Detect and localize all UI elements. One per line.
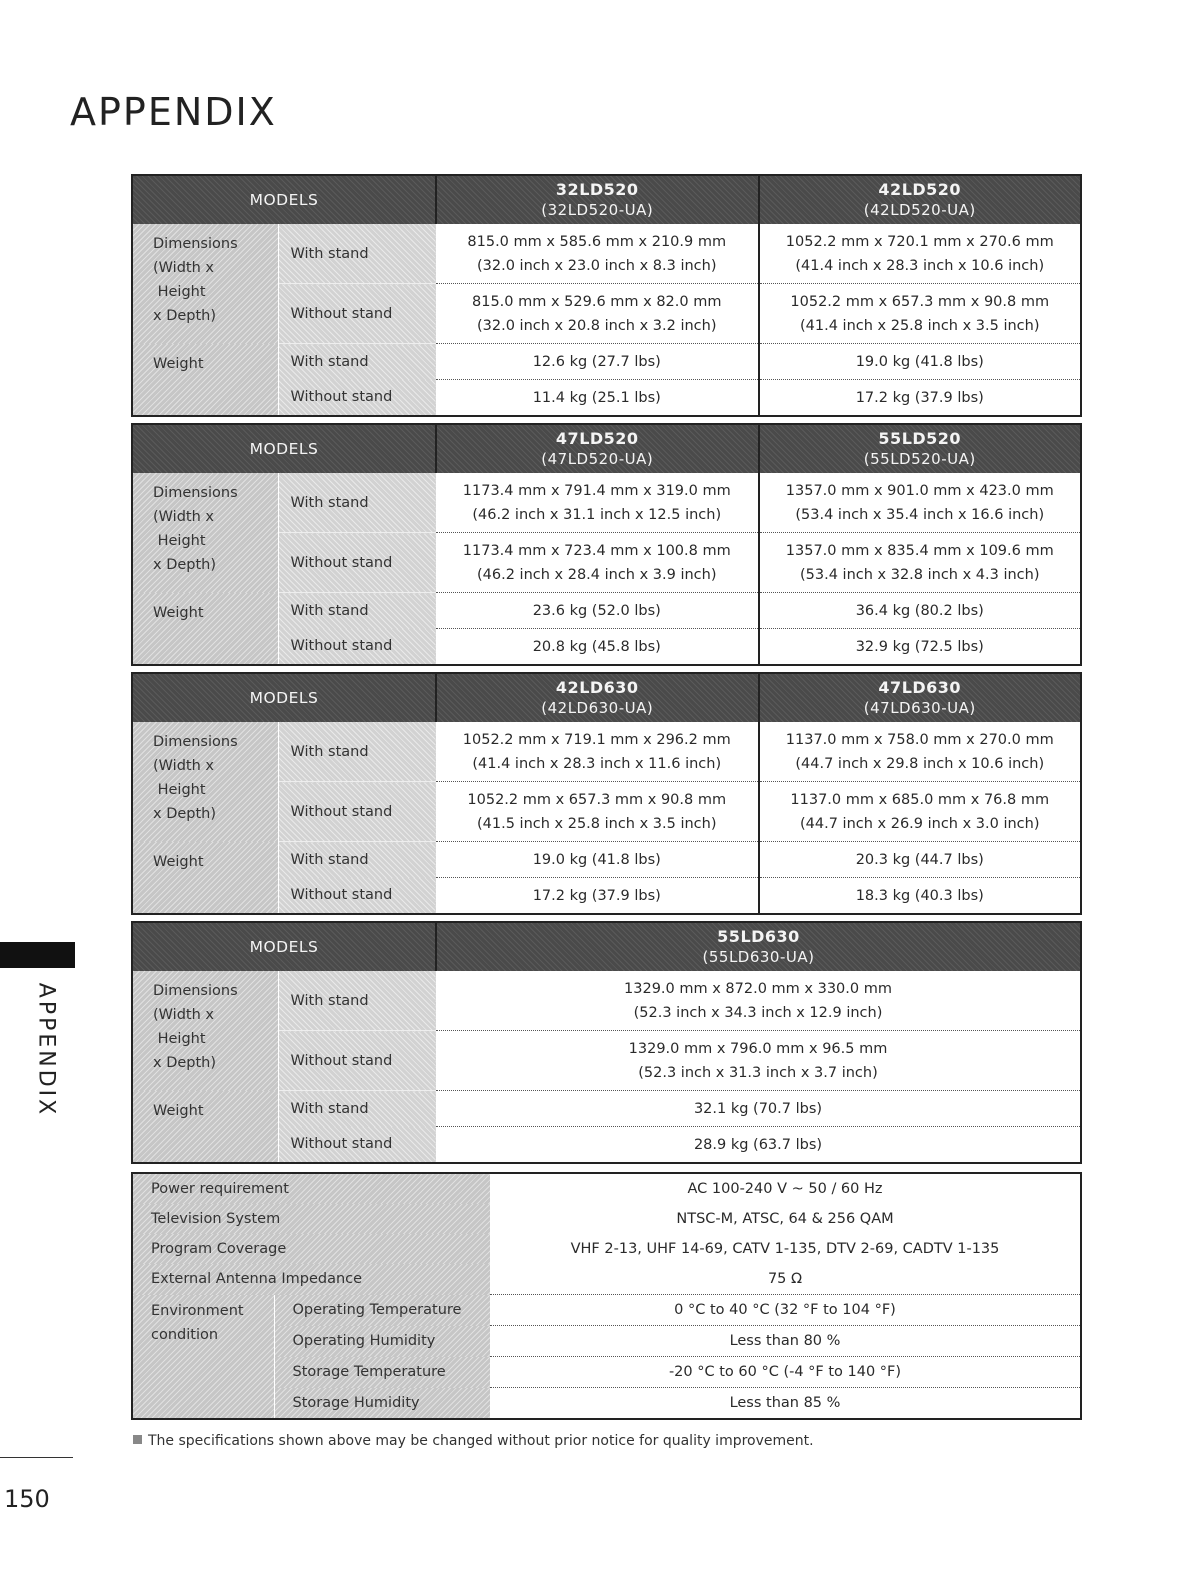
model-spec-table (131, 174, 1082, 417)
model-name: 42LD630 (555, 678, 639, 697)
spec-value: 28.9 kg (63.7 lbs) (693, 1136, 823, 1153)
model-name: 47LD520 (555, 429, 639, 448)
spec-value: 1173.4 mm x 723.4 mm x 100.8 mm (46.2 inch x 28.4 inch x 3.9 inch) (436, 533, 759, 593)
stand-label: Without stand (278, 284, 436, 344)
model-header (436, 175, 759, 224)
spec-value: 1357.0 mm x 835.4 mm x 109.6 mm (53.4 inch x 32.8 inch x 4.3 inch) (759, 533, 1082, 593)
environment-item-label: Storage Temperature (274, 1357, 490, 1388)
spec-value: 1052.2 mm x 657.3 mm x 90.8 mm (41.5 inch x 25.8 inch x 3.5 inch) (436, 782, 759, 842)
spec-row (132, 1091, 1081, 1127)
environment-item-value: -20 °C to 60 °C (-4 °F to 140 °F) (490, 1357, 1081, 1388)
stand-label: Without stand (278, 380, 436, 417)
model-spec-table (131, 672, 1082, 915)
general-spec-value: VHF 2-13, UHF 14-69, CATV 1-135, DTV 2-69, CADTV 1-135 (570, 1241, 1000, 1257)
stand-label: Without stand (278, 1031, 436, 1091)
spec-value: 17.2 kg (37.9 lbs) (759, 380, 1082, 417)
general-spec-table (131, 1172, 1082, 1420)
models-header: MODELS (132, 424, 436, 473)
stand-label: Without stand (278, 629, 436, 666)
model-code: (55LD630-UA) (702, 948, 815, 966)
spec-value: 17.2 kg (37.9 lbs) (532, 887, 661, 904)
side-section-label: APPENDIX (33, 982, 59, 1118)
spec-value: 1357.0 mm x 901.0 mm x 423.0 mm (53.4 inch x 35.4 inch x 16.6 inch) (759, 473, 1082, 533)
weight-label: Weight (132, 842, 278, 915)
page-number: 150 (4, 1485, 50, 1513)
general-spec-value: 75 Ω (767, 1271, 803, 1287)
spec-row (132, 473, 1081, 533)
stand-label: Without stand (278, 533, 436, 593)
environment-item-label: Operating Temperature (274, 1295, 490, 1326)
model-header (436, 922, 1081, 971)
environment-item-value: Less than 80 % (490, 1326, 1081, 1357)
general-spec-label: Power requirement (132, 1173, 490, 1204)
page-title: APPENDIX (70, 90, 277, 134)
stand-label: With stand (278, 224, 436, 284)
environment-item-value: 0 °C to 40 °C (32 °F to 104 °F) (490, 1295, 1081, 1326)
spec-row (132, 842, 1081, 878)
model-name: 55LD520 (878, 429, 962, 448)
model-header (436, 673, 759, 722)
environment-item-value: Less than 85 % (490, 1388, 1081, 1420)
spec-value: 20.3 kg (44.7 lbs) (759, 842, 1082, 878)
model-name: 32LD520 (555, 180, 639, 199)
model-code: (42LD630-UA) (541, 699, 654, 717)
stand-label: With stand (278, 593, 436, 629)
environment-item-label: Storage Humidity (274, 1388, 490, 1420)
model-code: (42LD520-UA) (863, 201, 976, 219)
model-code: (55LD520-UA) (863, 450, 976, 468)
spec-value: 19.0 kg (41.8 lbs) (436, 842, 759, 878)
footnote (133, 1433, 814, 1449)
spec-value: 1052.2 mm x 719.1 mm x 296.2 mm (41.4 inch x 28.3 inch x 11.6 inch) (436, 722, 759, 782)
weight-label: Weight (132, 344, 278, 417)
model-spec-table (131, 921, 1082, 1164)
spec-value: 1329.0 mm x 872.0 mm x 330.0 mm (52.3 inch x 34.3 inch x 12.9 inch) (436, 971, 1081, 1031)
spec-value: 32.9 kg (72.5 lbs) (759, 629, 1082, 666)
spec-row (132, 344, 1081, 380)
environment-label: Environment condition (132, 1295, 274, 1420)
general-spec-label: External Antenna Impedance (132, 1264, 490, 1295)
stand-label: With stand (278, 722, 436, 782)
spec-value: 19.0 kg (41.8 lbs) (759, 344, 1082, 380)
spec-value: 1137.0 mm x 685.0 mm x 76.8 mm (44.7 inch x 26.9 inch x 3.0 inch) (759, 782, 1082, 842)
general-spec-value: NTSC-M, ATSC, 64 & 256 QAM (676, 1211, 894, 1227)
spec-value: 36.4 kg (80.2 lbs) (759, 593, 1082, 629)
model-name: 55LD630 (717, 927, 800, 946)
general-spec-label: Television System (132, 1204, 490, 1234)
general-spec-label: Program Coverage (132, 1234, 490, 1264)
spec-value: 815.0 mm x 585.6 mm x 210.9 mm (32.0 inch x 23.0 inch x 8.3 inch) (436, 224, 759, 284)
model-code: (32LD520-UA) (541, 201, 654, 219)
stand-label: Without stand (278, 1127, 436, 1164)
environment-row (132, 1357, 1081, 1388)
model-header (759, 673, 1082, 722)
models-header: MODELS (132, 175, 436, 224)
spec-value: 1329.0 mm x 796.0 mm x 96.5 mm (52.3 inch x 31.3 inch x 3.7 inch) (436, 1031, 1081, 1091)
bullet-icon (133, 1435, 142, 1444)
general-spec-row (132, 1234, 1081, 1264)
models-header: MODELS (132, 922, 436, 971)
spec-value: 18.3 kg (40.3 lbs) (759, 878, 1082, 915)
weight-label: Weight (132, 1091, 278, 1164)
general-spec-row (132, 1173, 1081, 1204)
section-tab-marker (0, 942, 75, 968)
general-spec-row (132, 1264, 1081, 1295)
stand-label: With stand (278, 1091, 436, 1127)
spec-value: 1052.2 mm x 720.1 mm x 270.6 mm (41.4 inch x 28.3 inch x 10.6 inch) (759, 224, 1082, 284)
spec-value: 1137.0 mm x 758.0 mm x 270.0 mm (44.7 inch x 29.8 inch x 10.6 inch) (759, 722, 1082, 782)
model-header (759, 424, 1082, 473)
stand-label: With stand (278, 971, 436, 1031)
model-code: (47LD630-UA) (863, 699, 976, 717)
stand-label: With stand (278, 344, 436, 380)
weight-label: Weight (132, 593, 278, 666)
stand-label: With stand (278, 842, 436, 878)
dimensions-label: Dimensions (Width x Height x Depth) (132, 473, 278, 593)
dimensions-label: Dimensions (Width x Height x Depth) (132, 722, 278, 842)
spec-value: 23.6 kg (52.0 lbs) (436, 593, 759, 629)
page-number-rule (0, 1457, 73, 1458)
stand-label: Without stand (278, 878, 436, 915)
spec-value: 1052.2 mm x 657.3 mm x 90.8 mm (41.4 inch x 25.8 inch x 3.5 inch) (759, 284, 1082, 344)
environment-row (132, 1295, 1081, 1326)
general-spec-value: AC 100-240 V ~ 50 / 60 Hz (687, 1181, 883, 1197)
model-name: 42LD520 (878, 180, 962, 199)
spec-value: 1173.4 mm x 791.4 mm x 319.0 mm (46.2 inch x 31.1 inch x 12.5 inch) (436, 473, 759, 533)
footnote-text: The specifications shown above may be changed without prior notice for quality improvement. (148, 1433, 814, 1449)
model-header (436, 424, 759, 473)
environment-row (132, 1326, 1081, 1357)
model-header (759, 175, 1082, 224)
environment-item-label: Operating Humidity (274, 1326, 490, 1357)
stand-label: Without stand (278, 782, 436, 842)
spec-row (132, 224, 1081, 284)
spec-value: 11.4 kg (25.1 lbs) (532, 389, 661, 406)
model-name: 47LD630 (878, 678, 962, 697)
dimensions-label: Dimensions (Width x Height x Depth) (132, 971, 278, 1091)
dimensions-label: Dimensions (Width x Height x Depth) (132, 224, 278, 344)
general-spec-row (132, 1204, 1081, 1234)
stand-label: With stand (278, 473, 436, 533)
spec-value: 12.6 kg (27.7 lbs) (436, 344, 759, 380)
spec-value: 815.0 mm x 529.6 mm x 82.0 mm (32.0 inch x 20.8 inch x 3.2 inch) (436, 284, 759, 344)
model-spec-table (131, 423, 1082, 666)
spec-value: 32.1 kg (70.7 lbs) (436, 1091, 1081, 1127)
spec-value: 20.8 kg (45.8 lbs) (532, 638, 661, 655)
environment-row (132, 1388, 1081, 1420)
spec-row (132, 722, 1081, 782)
spec-row (132, 971, 1081, 1031)
models-header: MODELS (132, 673, 436, 722)
spec-row (132, 593, 1081, 629)
model-code: (47LD520-UA) (541, 450, 654, 468)
